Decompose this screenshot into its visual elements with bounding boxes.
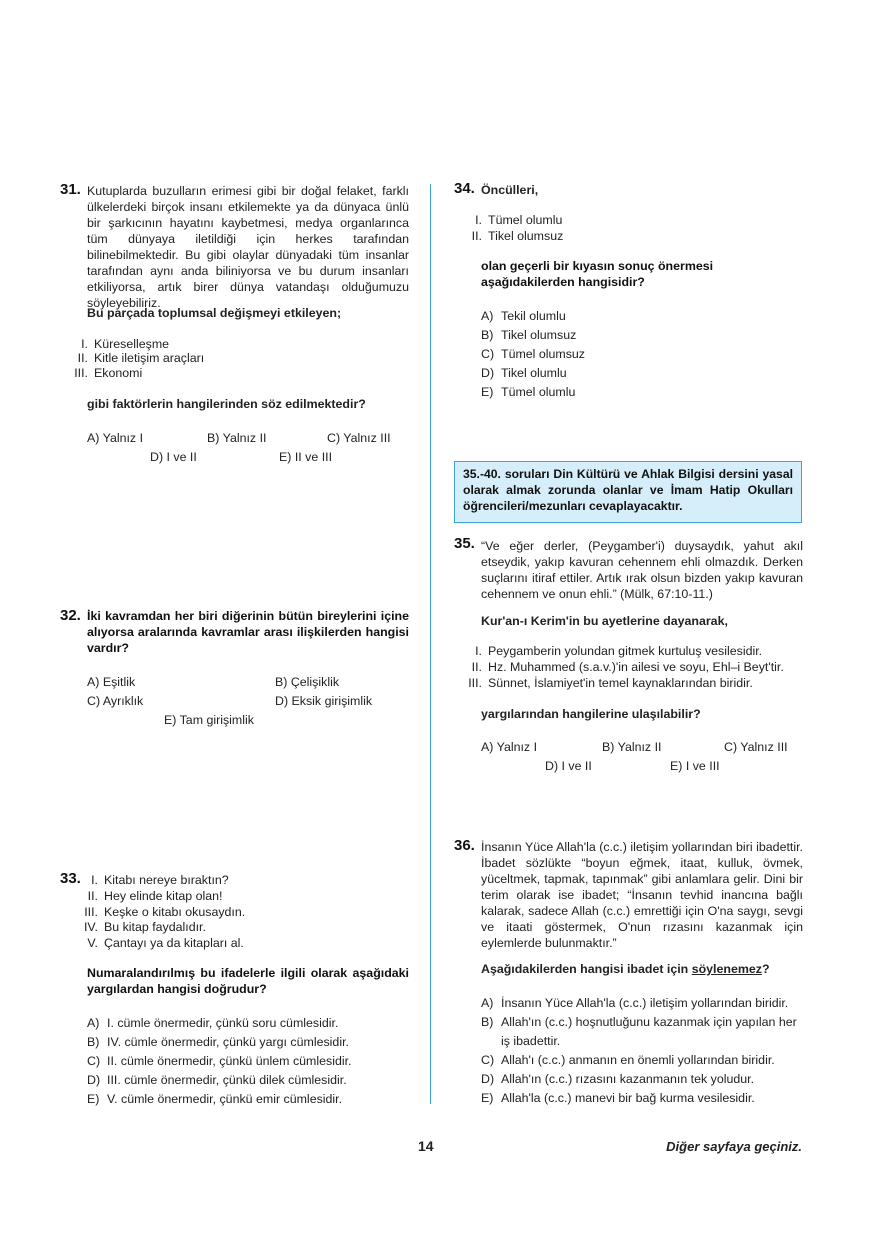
question-31-option-c[interactable]: C) Yalnız III [327, 431, 391, 445]
question-33-option-e[interactable]: E) V. cümle önermedir, çünkü emir cümlesidir. [87, 1092, 343, 1106]
question-34-item-1: I. Tümel olumlu [475, 213, 563, 227]
question-33-option-a[interactable]: A) I. cümle önermedir, çünkü soru cümlesidir. [87, 1016, 339, 1030]
question-33-option-d[interactable]: D) III. cümle önermedir, çünkü dilek cümlesidir. [87, 1073, 347, 1087]
question-32-option-c[interactable]: C) Ayrıklık [87, 694, 144, 708]
question-36-option-b-continued: iş ibadettir. [501, 1034, 561, 1048]
question-31-item-3: III. Ekonomi [74, 366, 143, 380]
question-34-option-e[interactable]: E) Tümel olumlu [481, 385, 576, 399]
question-33-question: Numaralandırılmış bu ifadelerle ilgili olarak aşağıdaki yargılardan hangisi doğrudur? [87, 966, 409, 996]
question-35-stem: Kur'an-ı Kerim'in bu ayetlerine dayanarak, [481, 614, 728, 628]
question-35-item-1: I. Peygamberin yolundan gitmek kurtuluş vesilesidir. [475, 644, 763, 658]
question-35-question: yargılarından hangilerine ulaşılabilir? [481, 707, 701, 721]
question-32-number: 32. [60, 607, 81, 624]
question-31-number: 31. [60, 181, 81, 198]
question-36-question: Aşağıdakilerden hangisi ibadet için söylenemez? [481, 962, 770, 976]
question-34-number: 34. [454, 180, 475, 197]
question-36-option-b[interactable]: B) Allah'ın (c.c.) hoşnutluğunu kazanmak için yapılan her [481, 1015, 797, 1029]
question-33-item-2: II. Hey elinde kitap olan! [87, 889, 223, 903]
question-35-item-3: III. Sünnet, İslamiyet'in temel kaynaklarından biridir. [468, 676, 753, 690]
question-36-number: 36. [454, 837, 475, 854]
question-35-option-d[interactable]: D) I ve II [545, 759, 592, 773]
question-31-question: gibi faktörlerin hangilerinden söz edilmektedir? [87, 397, 366, 411]
question-36-option-e[interactable]: E) Allah'la (c.c.) manevi bir bağ kurma vesilesidir. [481, 1091, 755, 1105]
question-35-option-c[interactable]: C) Yalnız III [724, 740, 788, 754]
question-33-option-b[interactable]: B) IV. cümle önermedir, çünkü yargı cümlesidir. [87, 1035, 349, 1049]
question-34-item-2: II. Tikel olumsuz [471, 229, 564, 243]
question-35-number: 35. [454, 535, 475, 552]
question-36-option-d[interactable]: D) Allah'ın (c.c.) rızasını kazanmanın tek yoludur. [481, 1072, 755, 1086]
question-36-option-c[interactable]: C) Allah'ı (c.c.) anmanın en önemli yollarından biridir. [481, 1053, 775, 1067]
notice-box: 35.-40. soruları Din Kültürü ve Ahlak Bilgisi dersini yasal olarak almak zorunda olanlar ve İmam Hatip Okulları öğrencileri/mezunları cevaplayacaktır. [454, 461, 802, 523]
question-31-option-e[interactable]: E) II ve III [279, 450, 333, 464]
question-34-option-a[interactable]: A) Tekil olumlu [481, 309, 566, 323]
question-31-stem: Bu parçada toplumsal değişmeyi etkileyen; [87, 306, 342, 320]
question-35-option-b[interactable]: B) Yalnız II [602, 740, 662, 754]
question-32-option-a[interactable]: A) Eşitlik [87, 675, 136, 689]
question-32-question: İki kavramdan her biri diğerinin bütün bireylerini içine alıyorsa aralarında kavramlar arası ilişkilerden hangisi vardır? [87, 609, 409, 655]
question-33-item-5: V. Çantayı ya da kitapları al. [87, 936, 244, 950]
question-36-option-a[interactable]: A) İnsanın Yüce Allah'la (c.c.) iletişim yollarından biridir. [481, 996, 789, 1010]
question-34-question: olan geçerli bir kıyasın sonuç önermesi aşağıdakilerden hangisidir? [481, 259, 714, 289]
question-34-option-d[interactable]: D) Tikel olumlu [481, 366, 567, 380]
emphasis-not: söylenemez [691, 962, 762, 976]
question-36-text: İnsanın Yüce Allah'la (c.c.) iletişim yollarından biri ibadettir. İbadet sözlükte “boyun eğmek, itaat, kulluk, övmek, yüceltmek, tapmak, tapınmak” gibi anlamlara gelir. Dini bir terim olarak ise ibadet; “İnsanın tevhid inancına bağlı kalarak, sadece Allah (c.c.) emrettiği için O'na saygı, sevgi ve itaati göstermek, O'nun rızasını kazanmak için eylemlerde bulunmaktır.” [481, 840, 803, 950]
question-32-option-e[interactable]: E) Tam girişimlik [164, 713, 254, 727]
question-31-option-d[interactable]: D) I ve II [150, 450, 197, 464]
question-33-option-c[interactable]: C) II. cümle önermedir, çünkü ünlem cümlesidir. [87, 1054, 352, 1068]
question-31-option-a[interactable]: A) Yalnız I [87, 431, 144, 445]
question-35-item-2: II. Hz. Muhammed (s.a.v.)'in ailesi ve soyu, Ehl–i Beyt'tir. [471, 660, 784, 674]
question-33-item-1: I. Kitabı nereye bıraktın? [91, 873, 229, 887]
question-33-item-4: IV. Bu kitap faydalıdır. [83, 920, 206, 934]
question-34-option-b[interactable]: B) Tikel olumsuz [481, 328, 577, 342]
question-35-text: “Ve eğer derler, (Peygamber'i) duysaydık, yahut akıl etseydik, yakıp kavuran cehennem ehli olmazdık. Derken suçlarını itiraf ettiler. Artık ırak olsun bizden yakıp kavuran cehennem ve onun ehli.” (Mülk, 67:10-11.) [481, 539, 803, 601]
question-31-item-2: II. Kitle iletişim araçları [77, 351, 205, 365]
question-35-option-a[interactable]: A) Yalnız I [481, 740, 538, 754]
question-31-text: Kutuplarda buzulların erimesi gibi bir doğal felaket, farklı ülkelerdeki birçok insanı etkilemekte ya da dünyaca ünlü bir şarkıcının hayatını kaybetmesi, medya organlarınca tüm dünyaya iletildiği için herkes tarafından bilinebilmektedir. Bu gibi olaylar dünyadaki tüm insanlar tarafından aynı anda biliniyorsa ve bu durum insanları etkiliyorsa, artık birer dünya vatandaşı olduğumuzu söyleyebiliriz. [87, 184, 409, 310]
question-32-option-d[interactable]: D) Eksik girişimlik [275, 694, 373, 708]
question-34-option-c[interactable]: C) Tümel olumsuz [481, 347, 586, 361]
question-33-item-3: III. Keşke o kitabı okusaydın. [84, 905, 246, 919]
column-divider [430, 184, 431, 1104]
question-35-option-e[interactable]: E) I ve III [670, 759, 720, 773]
question-33-number: 33. [60, 870, 81, 887]
page-number: 14 [418, 1138, 434, 1154]
question-31-item-1: I. Küreselleşme [81, 337, 170, 351]
question-31-option-b[interactable]: B) Yalnız II [207, 431, 267, 445]
next-page-note: Diğer sayfaya geçiniz. [666, 1139, 802, 1154]
question-32-option-b[interactable]: B) Çelişiklik [275, 675, 340, 689]
question-34-title: Öncülleri, [481, 183, 539, 197]
